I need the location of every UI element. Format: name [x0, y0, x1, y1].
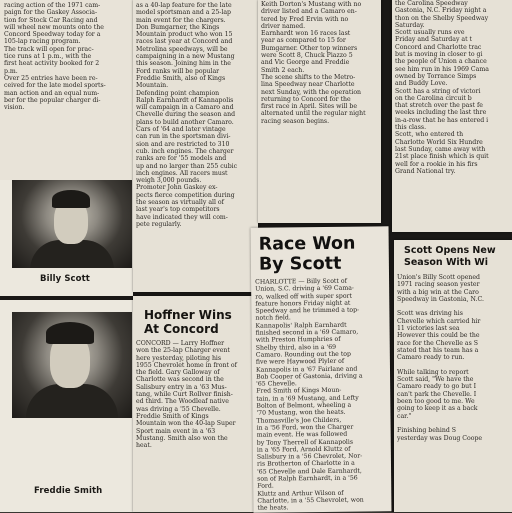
text-line: 21st place finish which is quit — [395, 153, 489, 161]
text-line: plans to build another Camaro. — [136, 118, 234, 126]
text-line: Scott, who entered th — [395, 131, 464, 139]
text-line: Grand National try. — [395, 167, 456, 175]
hoffner-wins-article — [133, 296, 257, 512]
text-line: the season as virtually all of — [136, 199, 224, 207]
text-line: by Tony Therrell of Kannapolis — [256, 438, 354, 447]
text-line: owned by Torrance Simps — [395, 72, 477, 80]
text-line: finished second in a '69 Camaro, — [255, 328, 359, 337]
text-line: Kannapolis in a '67 Fairlane and — [255, 365, 358, 374]
text-line: can run in the sportsman divi- — [136, 133, 231, 141]
text-line: Speedway and he trimmed a top- — [255, 306, 360, 315]
text-line — [397, 420, 509, 427]
text-line: Scott has a string of victori — [395, 87, 481, 95]
text-line: lina Speedway near Charlotte — [261, 81, 355, 89]
text-line: 11 victories last sea — [397, 325, 460, 333]
text-line: alternated until the regular night — [261, 110, 366, 118]
text-line: Defending point champion — [136, 89, 220, 97]
text-line: ro, walked off with super sport — [255, 292, 353, 301]
billy-scott-photo — [12, 180, 132, 268]
column-4-lines — [395, 0, 509, 175]
text-line: won the 25-lap Charger event — [136, 347, 230, 355]
text-line: in a '56 Ford, won the Charger — [256, 423, 354, 432]
text-line: Ford. — [257, 482, 274, 490]
scott-opens-season-article — [394, 240, 512, 512]
scott-opens-headline — [404, 245, 509, 269]
text-line: Keith Dorton's Mustang with no — [261, 1, 362, 8]
freddie-smith-photo — [12, 312, 132, 418]
race-won-body — [255, 277, 387, 512]
text-line: p.m. — [4, 67, 18, 75]
text-line: as a 40-lap feature for the late — [136, 2, 232, 9]
text-line: Saturday. — [395, 21, 425, 29]
text-line: first heat activity booked for 2 — [4, 60, 100, 68]
column-1-article-text — [0, 0, 133, 180]
column-2-article-text — [133, 0, 258, 292]
text-line: ber for the popular charger di- — [4, 96, 101, 104]
text-line: Mustang. Smith also won the — [136, 434, 228, 442]
column-3-article-text — [258, 0, 381, 223]
text-line: Scott was driving his — [397, 310, 463, 318]
text-line: campaigning in a new Mustang — [136, 53, 235, 61]
text-line: ris Brotherton of Charlotte in a — [256, 460, 355, 469]
text-line: Union, S.C. driving a '69 Cama- — [255, 284, 355, 293]
text-line: sion and are restricted to 310 — [136, 140, 230, 148]
text-line: Bolton of Belmont, wheeling a — [256, 401, 352, 410]
text-line: '65 Chevelle and Dale Earnhardt, — [257, 467, 362, 476]
text-line: Gastonia, N.C. Friday night a — [395, 7, 487, 15]
text-line: CHARLOTTE — Billy Scott of — [255, 277, 347, 286]
text-line: While talking to report — [397, 368, 469, 376]
text-line — [397, 303, 509, 310]
text-line: CONCORD — Larry Hoffner — [136, 340, 225, 347]
text-line: Kannapolis' Ralph Earnhardt — [255, 321, 347, 330]
text-line: this class. — [395, 124, 427, 132]
text-line: tice runs at 1 p.m., with the — [4, 53, 92, 61]
text-line: The track will open for prac- — [4, 45, 94, 53]
scott-opens-body — [397, 274, 509, 442]
text-line: Finishing behind S — [397, 427, 457, 435]
text-line: 1955 Chevrolet home in front of — [136, 361, 237, 369]
text-line: races last year at Concord and — [136, 38, 233, 46]
text-line: Smith 2 each. — [261, 66, 305, 74]
text-line: up and no larger than 255 cubic — [136, 162, 238, 170]
photo-1-caption: Billy Scott — [40, 274, 90, 284]
text-line: ceived for the late model sports- — [4, 82, 106, 90]
text-line: Kluttz and Arthur Wilson of — [257, 489, 344, 498]
text-line: notch field. — [255, 314, 291, 323]
text-line: weeks including the last thre — [395, 109, 487, 117]
text-line: Salisbury entry in a '63 Mus- — [136, 383, 227, 391]
race-won-by-scott-article — [251, 226, 392, 512]
text-line: inch engines. All racers must — [136, 169, 228, 177]
text-line: last year's top competitors — [136, 206, 220, 214]
text-line: tion for Stock Car Racing and — [4, 16, 98, 24]
text-line: Mountain won the 40-lap Super — [136, 420, 236, 428]
text-line: here yesterday, piloting his — [136, 354, 222, 362]
text-line: Charlotte was second in the — [136, 376, 224, 384]
text-line: in-a-row that he has entered i — [395, 116, 489, 124]
text-line: will campaign in a Camaro and — [136, 104, 234, 112]
text-line: Camaro ready to run. — [397, 354, 465, 362]
text-line: feature honors Friday night at — [255, 299, 351, 308]
text-line: see him run in his 1969 Cama — [395, 65, 489, 73]
text-line: Ralph Earnhardt of Kannapolis — [136, 96, 234, 104]
text-line: last Sunday, came away with — [395, 145, 486, 153]
text-line: Union's Billy Scott opened — [397, 274, 481, 281]
text-line: Speedway in Gastonia, N.C. — [397, 295, 484, 303]
text-line: race for the Chevelle as S — [397, 339, 478, 347]
text-line: this season. Joining him in the — [136, 60, 231, 68]
text-line: yesterday was Doug Coope — [397, 434, 483, 442]
text-line: Ford ranks will be popular — [136, 67, 220, 75]
text-line: Earnhardt won 16 races last — [261, 30, 351, 38]
text-line: Sport main event in a '63 — [136, 427, 216, 435]
text-line: will wheel new mounts onto the — [4, 23, 104, 31]
hoffner-body — [136, 340, 254, 449]
text-line: Friday and Saturday at t — [395, 36, 473, 44]
text-line: Promoter John Gaskey ex- — [136, 184, 218, 192]
text-line: the Carolina Speedway — [395, 0, 468, 7]
text-line: tered by Fred Ervin with no — [261, 15, 349, 23]
text-line: the field. Gary Galloway of — [136, 369, 220, 377]
text-line: stated that his team has a — [397, 346, 479, 354]
text-line: Over 25 entries have been re- — [4, 74, 98, 82]
text-line: Shelby third, also in a '69 — [255, 343, 337, 352]
column-4-article-text — [392, 0, 512, 232]
text-line: son of Ralph Earnhardt, in a '56 — [257, 474, 358, 483]
text-line: first race in April. Sites will be — [261, 103, 357, 111]
text-line: next Sunday, with the operation — [261, 88, 362, 96]
text-line: vision. — [4, 104, 25, 112]
text-line: five were Haywood Plyler of — [255, 358, 345, 366]
text-line: Bumgarner. Other top winners — [261, 44, 358, 52]
text-line: pects fierce competition during — [136, 191, 235, 199]
text-line: and Vic George and Freddie — [261, 59, 350, 67]
text-line: and Buddy Love. — [395, 80, 448, 88]
hoffner-headline — [144, 308, 254, 336]
text-line: Camaro. Rounding out the top — [255, 350, 352, 359]
text-line: Mountain product who won 15 — [136, 31, 233, 39]
text-line: was driving a '55 Chevelle. — [136, 405, 221, 413]
text-line: can't park the Chevelle. I — [397, 390, 477, 398]
text-line: Fred Smith of Kings Moun- — [256, 387, 342, 396]
text-line: 1971 racing season yester — [397, 281, 480, 289]
text-line: Chevelle which carried hir — [397, 317, 481, 325]
column-2-lines — [136, 2, 255, 228]
text-line: have indicated they will com- — [136, 213, 228, 221]
column-3-lines — [261, 1, 378, 125]
text-line: man action and an equal num- — [4, 89, 100, 97]
text-line: Chevelle during the season and — [136, 111, 236, 119]
text-line: but is moving in closer to gi — [395, 51, 483, 59]
text-line: model sportsman and a 25-lap — [136, 9, 231, 17]
text-line: that stretch over the past fe — [395, 102, 483, 110]
text-line: Scott usually runs eve — [395, 29, 465, 37]
text-line: weigh 3,000 pounds. — [136, 177, 202, 185]
text-line: 105-lap racing program. — [4, 38, 81, 46]
photo-2-caption: Freddie Smith — [34, 486, 103, 496]
hoffner-headline-line-2: At Concord — [144, 322, 219, 336]
race-won-headline-line-1: Race Won — [258, 233, 356, 255]
text-line: ranks are for '55 models and — [136, 155, 227, 163]
text-line: car." — [397, 412, 412, 420]
text-line: thon on the Shelby Speedway — [395, 14, 489, 22]
text-line: well for a rookie in his firs — [395, 160, 478, 168]
text-line: However this could be the — [397, 332, 480, 340]
text-line — [397, 362, 509, 369]
text-line: racing season begins. — [261, 117, 330, 125]
text-line: driver listed and a Camaro en- — [261, 8, 357, 16]
text-line: racing action of the 1971 cam- — [4, 2, 101, 9]
scott-opens-headline-line-2: Season With Wi — [404, 257, 489, 268]
text-line: with Preston Humphries of — [255, 336, 341, 345]
text-line: Cars of '64 and later vintage — [136, 126, 226, 134]
text-line: Charlotte World Six Hundre — [395, 138, 483, 146]
text-line: tain, in a '69 Mustang, and Lefty — [256, 394, 359, 403]
text-line: Don Bumgarner, the Kings — [136, 23, 220, 31]
text-line: Scott said, "We have the — [397, 376, 474, 384]
text-line: pete regularly. — [136, 220, 182, 228]
text-line: Concord and Charlotte trac — [395, 43, 482, 51]
text-line: Salisbury in a '56 Chevrolet, Nor- — [256, 452, 363, 461]
text-line: been too good to me. We — [397, 398, 475, 406]
text-line: cub. inch engines. The charger — [136, 147, 234, 155]
scott-opens-headline-line-1: Scott Opens New — [404, 245, 496, 256]
text-line: tang, while Curt Rollver finish- — [136, 391, 233, 399]
text-line: Freddie Smith of Kings — [136, 412, 209, 420]
text-line: driver named. — [261, 22, 306, 30]
text-line: in a '65 Ford, Arnold Kluttz of — [256, 445, 351, 454]
text-line: '65 Chevelle. — [256, 380, 297, 388]
text-line: main event. He was followed — [256, 430, 348, 439]
text-line: '70 Mustang, won the heats. — [256, 409, 346, 418]
text-line: Charlotte, in a '55 Chevrolet, won — [257, 496, 364, 505]
column-1-lines — [4, 2, 129, 111]
text-line: going to keep it as a back — [397, 405, 478, 413]
text-line: returning to Concord for the — [261, 95, 351, 103]
text-line: were Scott 8, Chuck Piazzo 5 — [261, 52, 353, 60]
text-line: the heats. — [257, 504, 289, 512]
text-line: Metrolina speedways, will be — [136, 45, 228, 53]
text-line: Mountain. — [136, 82, 169, 90]
text-line: Concord Speedway today for a — [4, 31, 101, 39]
text-line: paign for the Gaskey Associa- — [4, 9, 98, 17]
race-won-headline — [259, 233, 385, 274]
text-line: ed third. The Woodleaf native — [136, 398, 229, 406]
text-line: heat. — [136, 442, 152, 450]
text-line: Freddie Smith, also of Kings — [136, 74, 226, 82]
text-line: The scene shifts to the Metro- — [261, 73, 356, 81]
race-won-headline-line-2: By Scott — [258, 253, 342, 275]
hoffner-headline-line-1: Hoffner Wins — [144, 308, 232, 322]
text-line: with a big win at the Caro — [397, 288, 479, 296]
text-line: Camaro ready to go but I — [397, 383, 477, 391]
text-line: main event for the chargers. — [136, 16, 226, 24]
text-line: year as compared to 15 for — [261, 37, 346, 45]
text-line: Bob Cooper of Gastonia, driving a — [256, 372, 363, 381]
text-line: the people of Union a chance — [395, 58, 487, 66]
text-line: on the Carolina circuit b — [395, 94, 472, 102]
text-line: Thomasville's Joe Childers, — [256, 416, 342, 425]
